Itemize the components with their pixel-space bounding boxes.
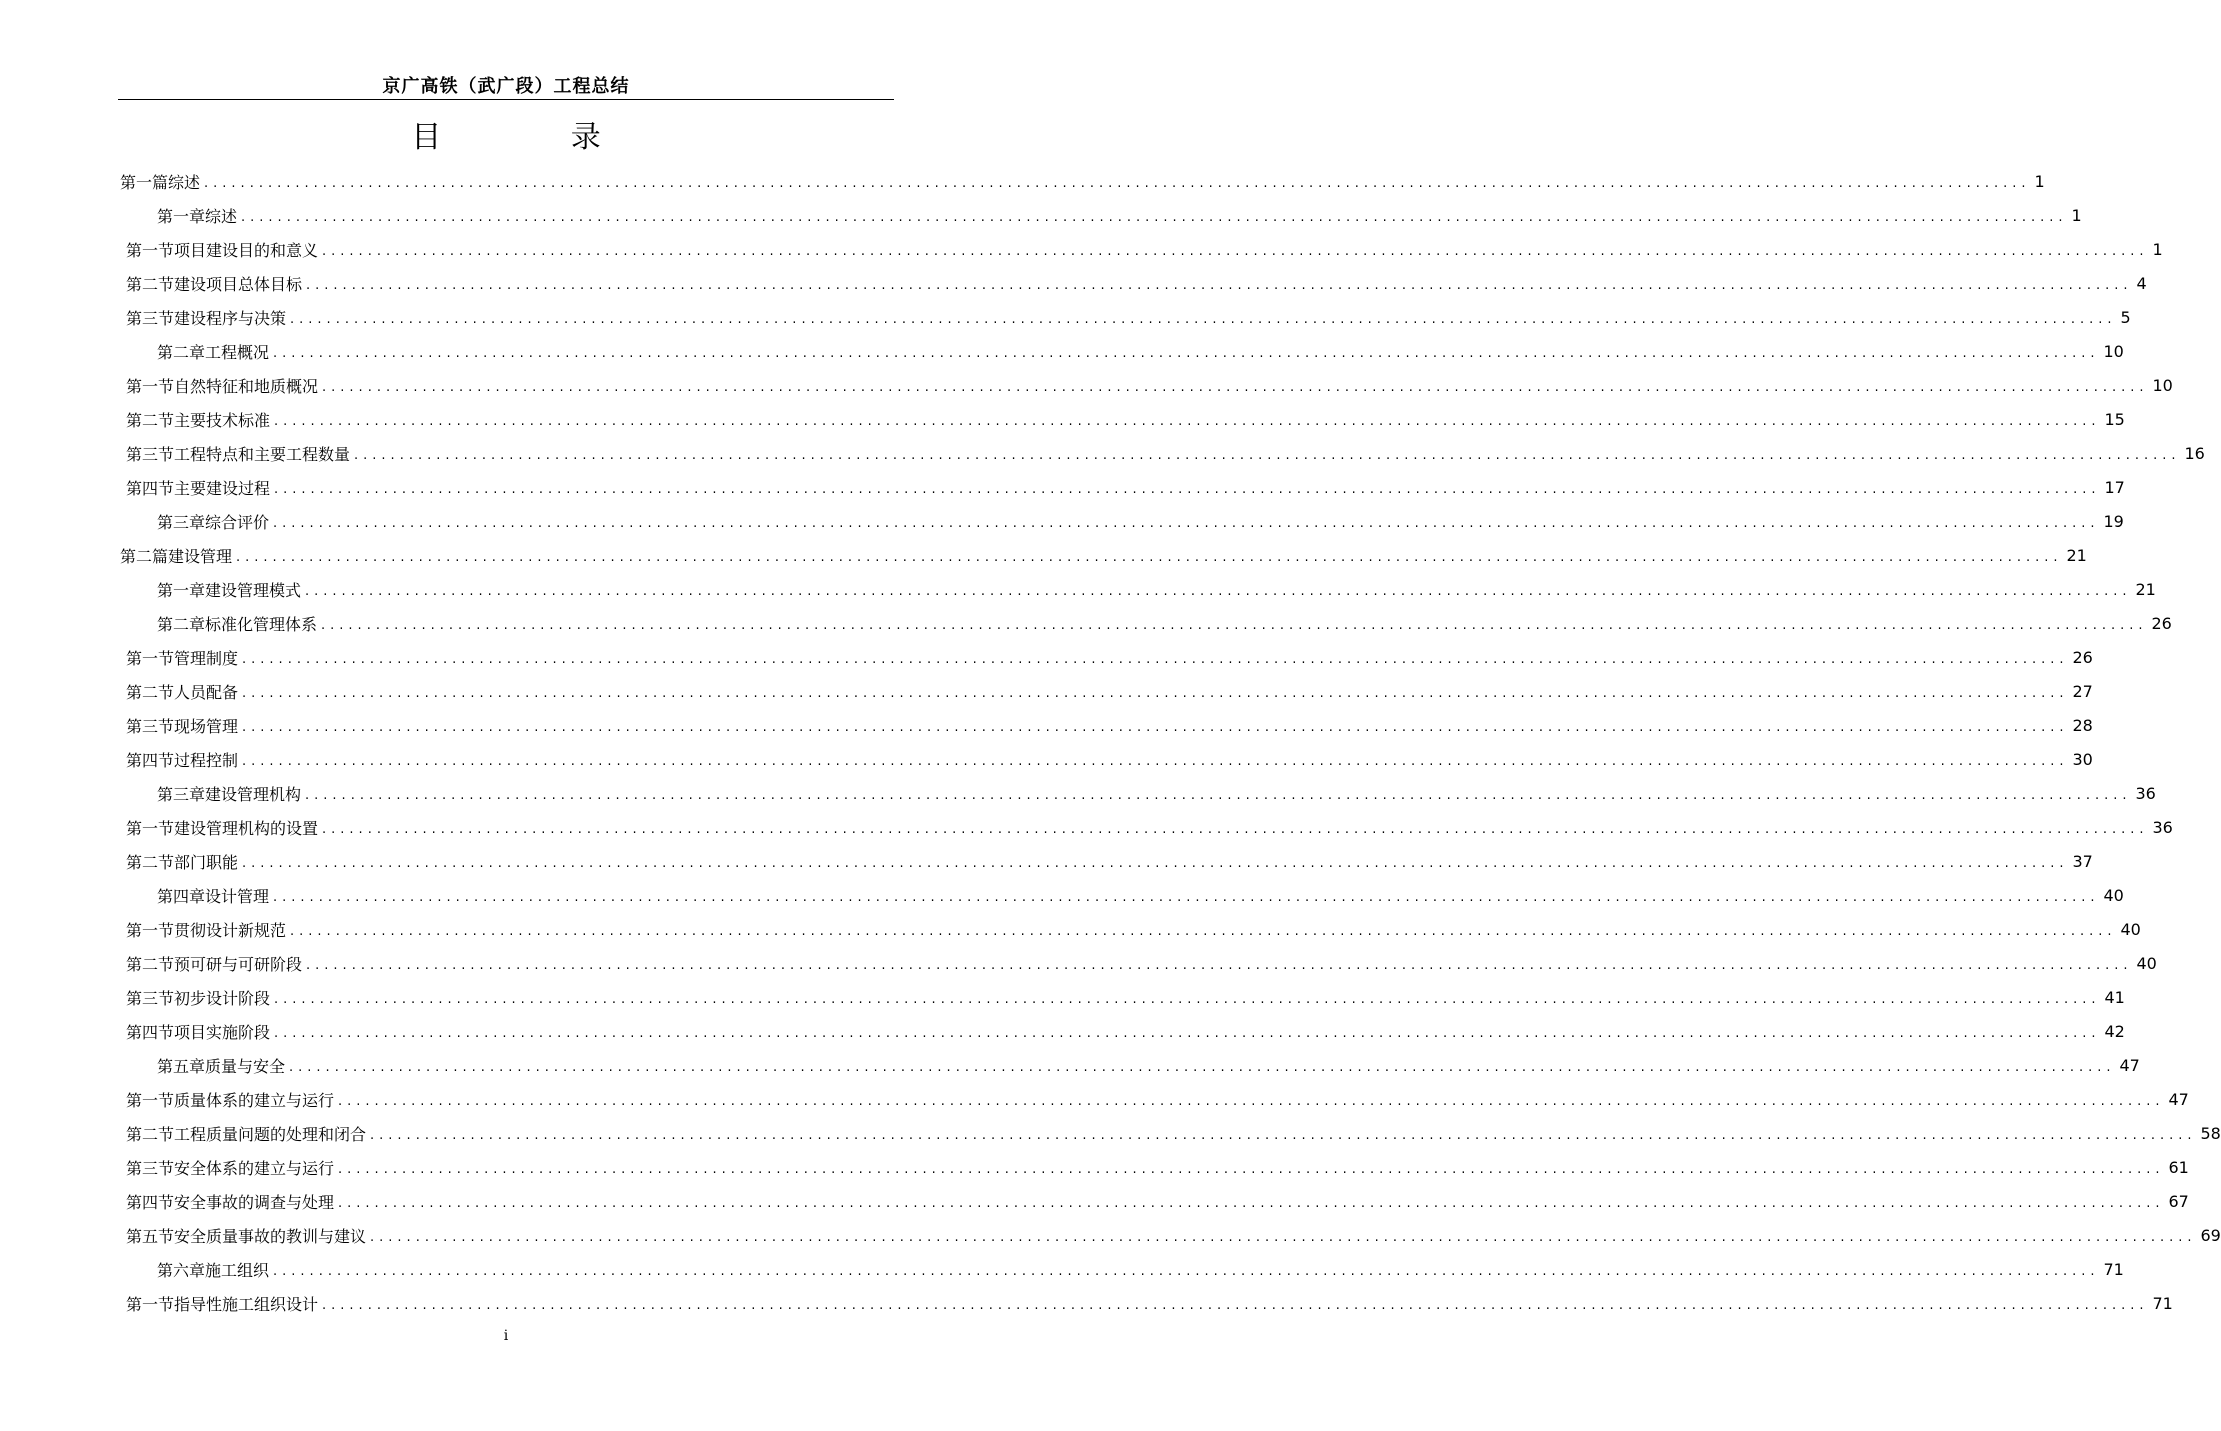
toc-entry-page: 67 [2168, 1191, 2189, 1211]
toc-entry-title: 初步设计阶段 [174, 988, 271, 1008]
toc-entry-section[interactable] [126, 810, 2173, 844]
toc-entry-section[interactable] [126, 1150, 2189, 1184]
toc-leader-dots: ........................................................................................................................................................................................................ [290, 923, 2117, 939]
toc-entry-number: 第二节 [126, 852, 175, 872]
toc-entry-section[interactable] [126, 844, 2093, 878]
toc-entry-section[interactable] [126, 1014, 2125, 1048]
toc-entry-section[interactable] [126, 1286, 2173, 1320]
toc-entry-page: 10 [2152, 375, 2173, 395]
toc-entry-title: 项目实施阶段 [174, 1022, 271, 1042]
toc-entry-title: 管理制度 [174, 648, 239, 668]
toc-entry-page: 19 [2103, 511, 2124, 531]
toc-leader-dots: ........................................................................................................................................................................................................ [242, 855, 2069, 871]
toc-leader-dots: ........................................................................................................................................................................................................ [242, 753, 2069, 769]
toc-entry-title: 设计管理 [205, 886, 270, 906]
toc-entry-page: 71 [2152, 1293, 2173, 1313]
toc-leader-dots: ........................................................................................................................................................................................................ [338, 1161, 2165, 1177]
toc-leader-dots: ........................................................................................................................................................................................................ [290, 311, 2117, 327]
toc-entry-title: 工程特点和主要工程数量 [174, 444, 351, 464]
toc-entry-title: 综述 [205, 206, 238, 226]
toc-leader-dots: ........................................................................................................................................................................................................ [273, 345, 2100, 361]
toc-entry-number: 第三节 [126, 444, 175, 464]
toc-entry-title: 工程质量问题的处理和闭合 [174, 1124, 367, 1144]
toc-entry-title: 建设管理机构的设置 [174, 818, 319, 838]
toc-entry-title: 主要技术标准 [174, 410, 271, 430]
header-divider [118, 99, 894, 100]
toc-entry-section[interactable] [126, 1184, 2189, 1218]
toc-entry-page: 40 [2120, 919, 2141, 939]
toc-entry-page: 1 [2071, 205, 2082, 225]
toc-entry-section[interactable] [126, 402, 2125, 436]
toc-entry-section[interactable] [126, 300, 2131, 334]
toc-entry-section[interactable] [126, 980, 2125, 1014]
toc-entry-page: 1 [2152, 239, 2163, 259]
toc-entry-page: 40 [2136, 953, 2157, 973]
toc-entry-page: 1 [2034, 171, 2045, 191]
toc-entry-page: 27 [2072, 681, 2093, 701]
toc-leader-dots: ........................................................................................................................................................................................................ [338, 1093, 2165, 1109]
toc-leader-dots: ........................................................................................................................................................................................................ [274, 1025, 2101, 1041]
toc-leader-dots: ........................................................................................................................................................................................................ [273, 515, 2100, 531]
toc-entry-section[interactable] [126, 912, 2141, 946]
toc-entry-title: 安全体系的建立与运行 [174, 1158, 335, 1178]
toc-entry-number: 第二节 [126, 682, 175, 702]
toc-entry-title: 过程控制 [174, 750, 239, 770]
toc-entry-number: 第二节 [126, 274, 175, 294]
toc-leader-dots: ........................................................................................................................................................................................................ [236, 549, 2063, 565]
toc-entry-page: 4 [2136, 273, 2147, 293]
toc-entry-section[interactable] [126, 368, 2173, 402]
toc-entry-title: 贯彻设计新规范 [174, 920, 287, 940]
toc-leader-dots: ........................................................................................................................................................................................................ [273, 1263, 2100, 1279]
toc-entry-page: 26 [2151, 613, 2172, 633]
toc-entry-page: 36 [2135, 783, 2156, 803]
toc-entry-number: 第三节 [126, 308, 175, 328]
toc-entry-title: 主要建设过程 [174, 478, 271, 498]
toc-entry-chapter[interactable] [157, 572, 2156, 606]
toc-leader-dots: ........................................................................................................................................................................................................ [242, 651, 2069, 667]
toc-entry-section[interactable] [126, 232, 2163, 266]
toc-entry-title: 施工组织 [205, 1260, 270, 1280]
toc-entry-number: 第一篇 [120, 172, 169, 192]
toc-entry-chapter[interactable] [157, 1048, 2140, 1082]
toc-entry-section[interactable] [126, 1116, 2221, 1150]
toc-entry-number: 第一章 [157, 580, 206, 600]
toc-leader-dots: ........................................................................................................................................................................................................ [274, 991, 2101, 1007]
toc-leader-dots: ........................................................................................................................................................................................................ [274, 481, 2101, 497]
toc-entry-page: 69 [2200, 1225, 2221, 1245]
toc-entry-page: 15 [2104, 409, 2125, 429]
toc-entry-number: 第二节 [126, 410, 175, 430]
toc-entry-page: 41 [2104, 987, 2125, 1007]
toc-entry-chapter[interactable] [157, 606, 2172, 640]
toc-entry-page: 37 [2072, 851, 2093, 871]
toc-entry-number: 第一节 [126, 920, 175, 940]
toc-heading: 目 录 [411, 120, 661, 155]
toc-entry-number: 第二节 [126, 1124, 175, 1144]
toc-entry-page: 42 [2104, 1021, 2125, 1041]
toc-entry-chapter[interactable] [157, 776, 2156, 810]
toc-leader-dots: ........................................................................................................................................................................................................ [354, 447, 2181, 463]
toc-leader-dots: ........................................................................................................................................................................................................ [322, 243, 2149, 259]
toc-entry-chapter[interactable] [157, 504, 2124, 538]
toc-entry-number: 第三节 [126, 988, 175, 1008]
toc-entry-number: 第五节 [126, 1226, 175, 1246]
toc-entry-section[interactable] [126, 1082, 2189, 1116]
toc-leader-dots: ........................................................................................................................................................................................................ [322, 821, 2149, 837]
toc-leader-dots: ........................................................................................................................................................................................................ [273, 889, 2100, 905]
toc-entry-page: 61 [2168, 1157, 2189, 1177]
running-header-title: 京广高铁（武广段）工程总结 [382, 76, 630, 97]
toc-entry-title: 部门职能 [174, 852, 239, 872]
toc-entry-page: 21 [2066, 545, 2087, 565]
toc-entry-page: 10 [2103, 341, 2124, 361]
toc-leader-dots: ........................................................................................................................................................................................................ [289, 1059, 2116, 1075]
toc-entry-section[interactable] [126, 640, 2093, 674]
toc-entry-number: 第一节 [126, 240, 175, 260]
toc-entry-chapter[interactable] [157, 1252, 2124, 1286]
toc-entry-title: 建设管理 [168, 546, 233, 566]
toc-entry-title: 建设管理机构 [205, 784, 302, 804]
toc-entry-page: 30 [2072, 749, 2093, 769]
toc-leader-dots: ........................................................................................................................................................................................................ [321, 617, 2148, 633]
toc-entry-section[interactable] [126, 266, 2147, 300]
toc-entry-title: 工程概况 [205, 342, 270, 362]
toc-leader-dots: ........................................................................................................................................................................................................ [274, 413, 2101, 429]
toc-entry-section[interactable] [126, 674, 2093, 708]
toc-entry-chapter[interactable] [157, 198, 2082, 232]
toc-entry-title: 人员配备 [174, 682, 239, 702]
toc-entry-number: 第一节 [126, 818, 175, 838]
toc-leader-dots: ........................................................................................................................................................................................................ [322, 1297, 2149, 1313]
toc-entry-page: 47 [2168, 1089, 2189, 1109]
toc-entry-title: 综述 [168, 172, 201, 192]
toc-entry-number: 第二章 [157, 614, 206, 634]
toc-entry-title: 质量体系的建立与运行 [174, 1090, 335, 1110]
toc-entry-number: 第二章 [157, 342, 206, 362]
toc-entry-number: 第四章 [157, 886, 206, 906]
toc-entry-page: 58 [2200, 1123, 2221, 1143]
toc-entry-chapter[interactable] [157, 878, 2124, 912]
toc-entry-number: 第一节 [126, 648, 175, 668]
toc-entry-section[interactable] [126, 708, 2093, 742]
toc-entry-page: 21 [2135, 579, 2156, 599]
toc-leader-dots: ........................................................................................................................................................................................................ [370, 1229, 2197, 1245]
toc-entry-number: 第四节 [126, 478, 175, 498]
toc-entry-number: 第六章 [157, 1260, 206, 1280]
toc-entry-page: 71 [2103, 1259, 2124, 1279]
toc-entry-page: 17 [2104, 477, 2125, 497]
toc-entry-number: 第一章 [157, 206, 206, 226]
page-number: i [503, 1328, 509, 1344]
toc-entry-page: 47 [2119, 1055, 2140, 1075]
toc-entry-number: 第一节 [126, 1090, 175, 1110]
toc-entry-chapter[interactable] [157, 334, 2124, 368]
toc-entry-number: 第四节 [126, 1192, 175, 1212]
toc-leader-dots: ........................................................................................................................................................................................................ [241, 209, 2068, 225]
toc-entry-number: 第三节 [126, 1158, 175, 1178]
toc-entry-title: 预可研与可研阶段 [174, 954, 303, 974]
toc-leader-dots: ........................................................................................................................................................................................................ [305, 787, 2132, 803]
toc-entry-title: 建设项目总体目标 [174, 274, 303, 294]
toc-entry-section[interactable] [126, 1218, 2221, 1252]
toc-entry-number: 第三章 [157, 784, 206, 804]
toc-entry-title: 标准化管理体系 [205, 614, 318, 634]
toc-entry-section[interactable] [126, 436, 2205, 470]
toc-entry-number: 第四节 [126, 750, 175, 770]
toc-entry-section[interactable] [126, 470, 2125, 504]
toc-leader-dots: ........................................................................................................................................................................................................ [242, 685, 2069, 701]
toc-leader-dots: ........................................................................................................................................................................................................ [306, 957, 2133, 973]
toc-entry-title: 质量与安全 [205, 1056, 286, 1076]
toc-entry-section[interactable] [126, 742, 2093, 776]
toc-entry-number: 第二篇 [120, 546, 169, 566]
toc-entry-title: 自然特征和地质概况 [174, 376, 319, 396]
toc-entry-number: 第二节 [126, 954, 175, 974]
toc-entry-number: 第一节 [126, 1294, 175, 1314]
toc-entry-part[interactable] [120, 164, 2045, 198]
toc-leader-dots: ........................................................................................................................................................................................................ [204, 175, 2031, 191]
toc-entry-number: 第五章 [157, 1056, 206, 1076]
toc-entry-title: 指导性施工组织设计 [174, 1294, 319, 1314]
toc-entry-title: 综合评价 [205, 512, 270, 532]
toc-entry-page: 40 [2103, 885, 2124, 905]
toc-leader-dots: ........................................................................................................................................................................................................ [322, 379, 2149, 395]
toc-entry-title: 安全事故的调查与处理 [174, 1192, 335, 1212]
toc-entry-part[interactable] [120, 538, 2087, 572]
toc-leader-dots: ........................................................................................................................................................................................................ [370, 1127, 2197, 1143]
toc-entry-page: 28 [2072, 715, 2093, 735]
toc-leader-dots: ........................................................................................................................................................................................................ [306, 277, 2133, 293]
toc-leader-dots: ........................................................................................................................................................................................................ [338, 1195, 2165, 1211]
toc-entry-number: 第三节 [126, 716, 175, 736]
toc-entry-page: 16 [2184, 443, 2205, 463]
toc-entry-title: 现场管理 [174, 716, 239, 736]
toc-entry-title: 建设管理模式 [205, 580, 302, 600]
toc-entry-page: 26 [2072, 647, 2093, 667]
toc-entry-section[interactable] [126, 946, 2157, 980]
toc-entry-title: 项目建设目的和意义 [174, 240, 319, 260]
toc-entry-page: 5 [2120, 307, 2131, 327]
toc-leader-dots: ........................................................................................................................................................................................................ [242, 719, 2069, 735]
toc-entry-title: 建设程序与决策 [174, 308, 287, 328]
toc-entry-title: 安全质量事故的教训与建议 [174, 1226, 367, 1246]
toc-leader-dots: ........................................................................................................................................................................................................ [305, 583, 2132, 599]
toc-entry-number: 第三章 [157, 512, 206, 532]
toc-entry-number: 第四节 [126, 1022, 175, 1042]
toc-entry-page: 36 [2152, 817, 2173, 837]
toc-entry-number: 第一节 [126, 376, 175, 396]
